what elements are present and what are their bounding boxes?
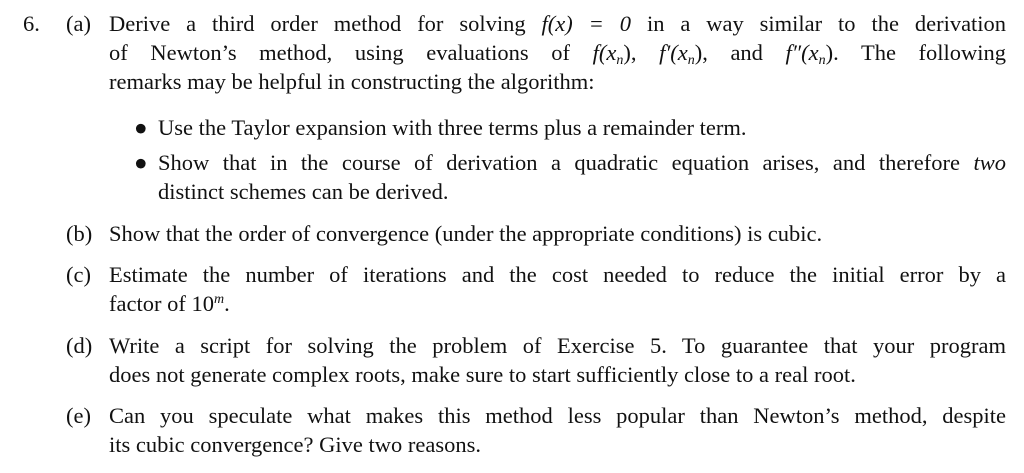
math-fdoubleprime-xn: $f''(x_n)$.: [785, 40, 839, 68]
bullet-item-1: [134, 113, 1006, 142]
part-a-line-2: of Newton’s method, using evaluations of $f(x_n)$, $f'(x_n)$, and $f''(x_n)$. The following: [109, 40, 1007, 68]
part-e-label: (e): [66, 403, 91, 428]
part-d-line-2: does not generate complex roots, make sure to start sufficiently close to a real root.: [109, 362, 856, 387]
part-a-label: (a): [66, 11, 91, 36]
math-fprime-xn: $f'(x_n)$,: [659, 40, 708, 68]
part-b-text: Show that the order of convergence (under the appropriate conditions) is cubic.: [109, 221, 823, 246]
part-c-line-1: Estimate the number of iterations and the cost needed to reduce the initial error by a: [109, 262, 1006, 287]
part-a-text: [109, 9, 1006, 96]
part-d: [66, 331, 1006, 389]
part-e: [66, 401, 1006, 459]
bullet-2-line-2: distinct schemes can be derived.: [158, 179, 449, 204]
part-e-line-1: Can you speculate what makes this method less popular than Newton’s method, despite: [109, 403, 1006, 428]
math-f-xn: $f(x_n)$,: [592, 40, 637, 68]
part-b-label: (b): [66, 221, 93, 246]
part-d-line-1: Write a script for solving the problem of Exercise 5. To guarantee that your program: [109, 333, 1006, 358]
bullet-1-text: Use the Taylor expansion with three terms plus a remainder term.: [158, 115, 747, 140]
part-e-line-2: its cubic convergence? Give two reasons.: [109, 432, 481, 457]
part-a-bullet-list: [134, 113, 1006, 212]
equation-f-x-zero: f(x) = 0: [541, 11, 632, 36]
part-c-label: (c): [66, 262, 91, 287]
bullet-icon: ●: [134, 115, 148, 140]
part-a: [66, 9, 1006, 96]
part-a-line-1: Derive a third order method for solving f(x) = 0 in a way similar to the derivation: [109, 11, 1007, 36]
part-d-label: (d): [66, 333, 93, 358]
exercise-number: 6.: [23, 11, 40, 36]
part-c-line-2: factor of 10$^m$.: [109, 291, 230, 316]
part-c: [66, 260, 1006, 318]
bullet-item-2: [134, 148, 1006, 206]
part-a-line-3: remarks may be helpful in constructing the algorithm:: [109, 69, 595, 94]
bullet-2-line-1: Show that in the course of derivation a quadratic equation arises, and therefore two: [158, 150, 1007, 175]
part-b: [66, 219, 1006, 248]
bullet-icon: ●: [134, 150, 148, 175]
